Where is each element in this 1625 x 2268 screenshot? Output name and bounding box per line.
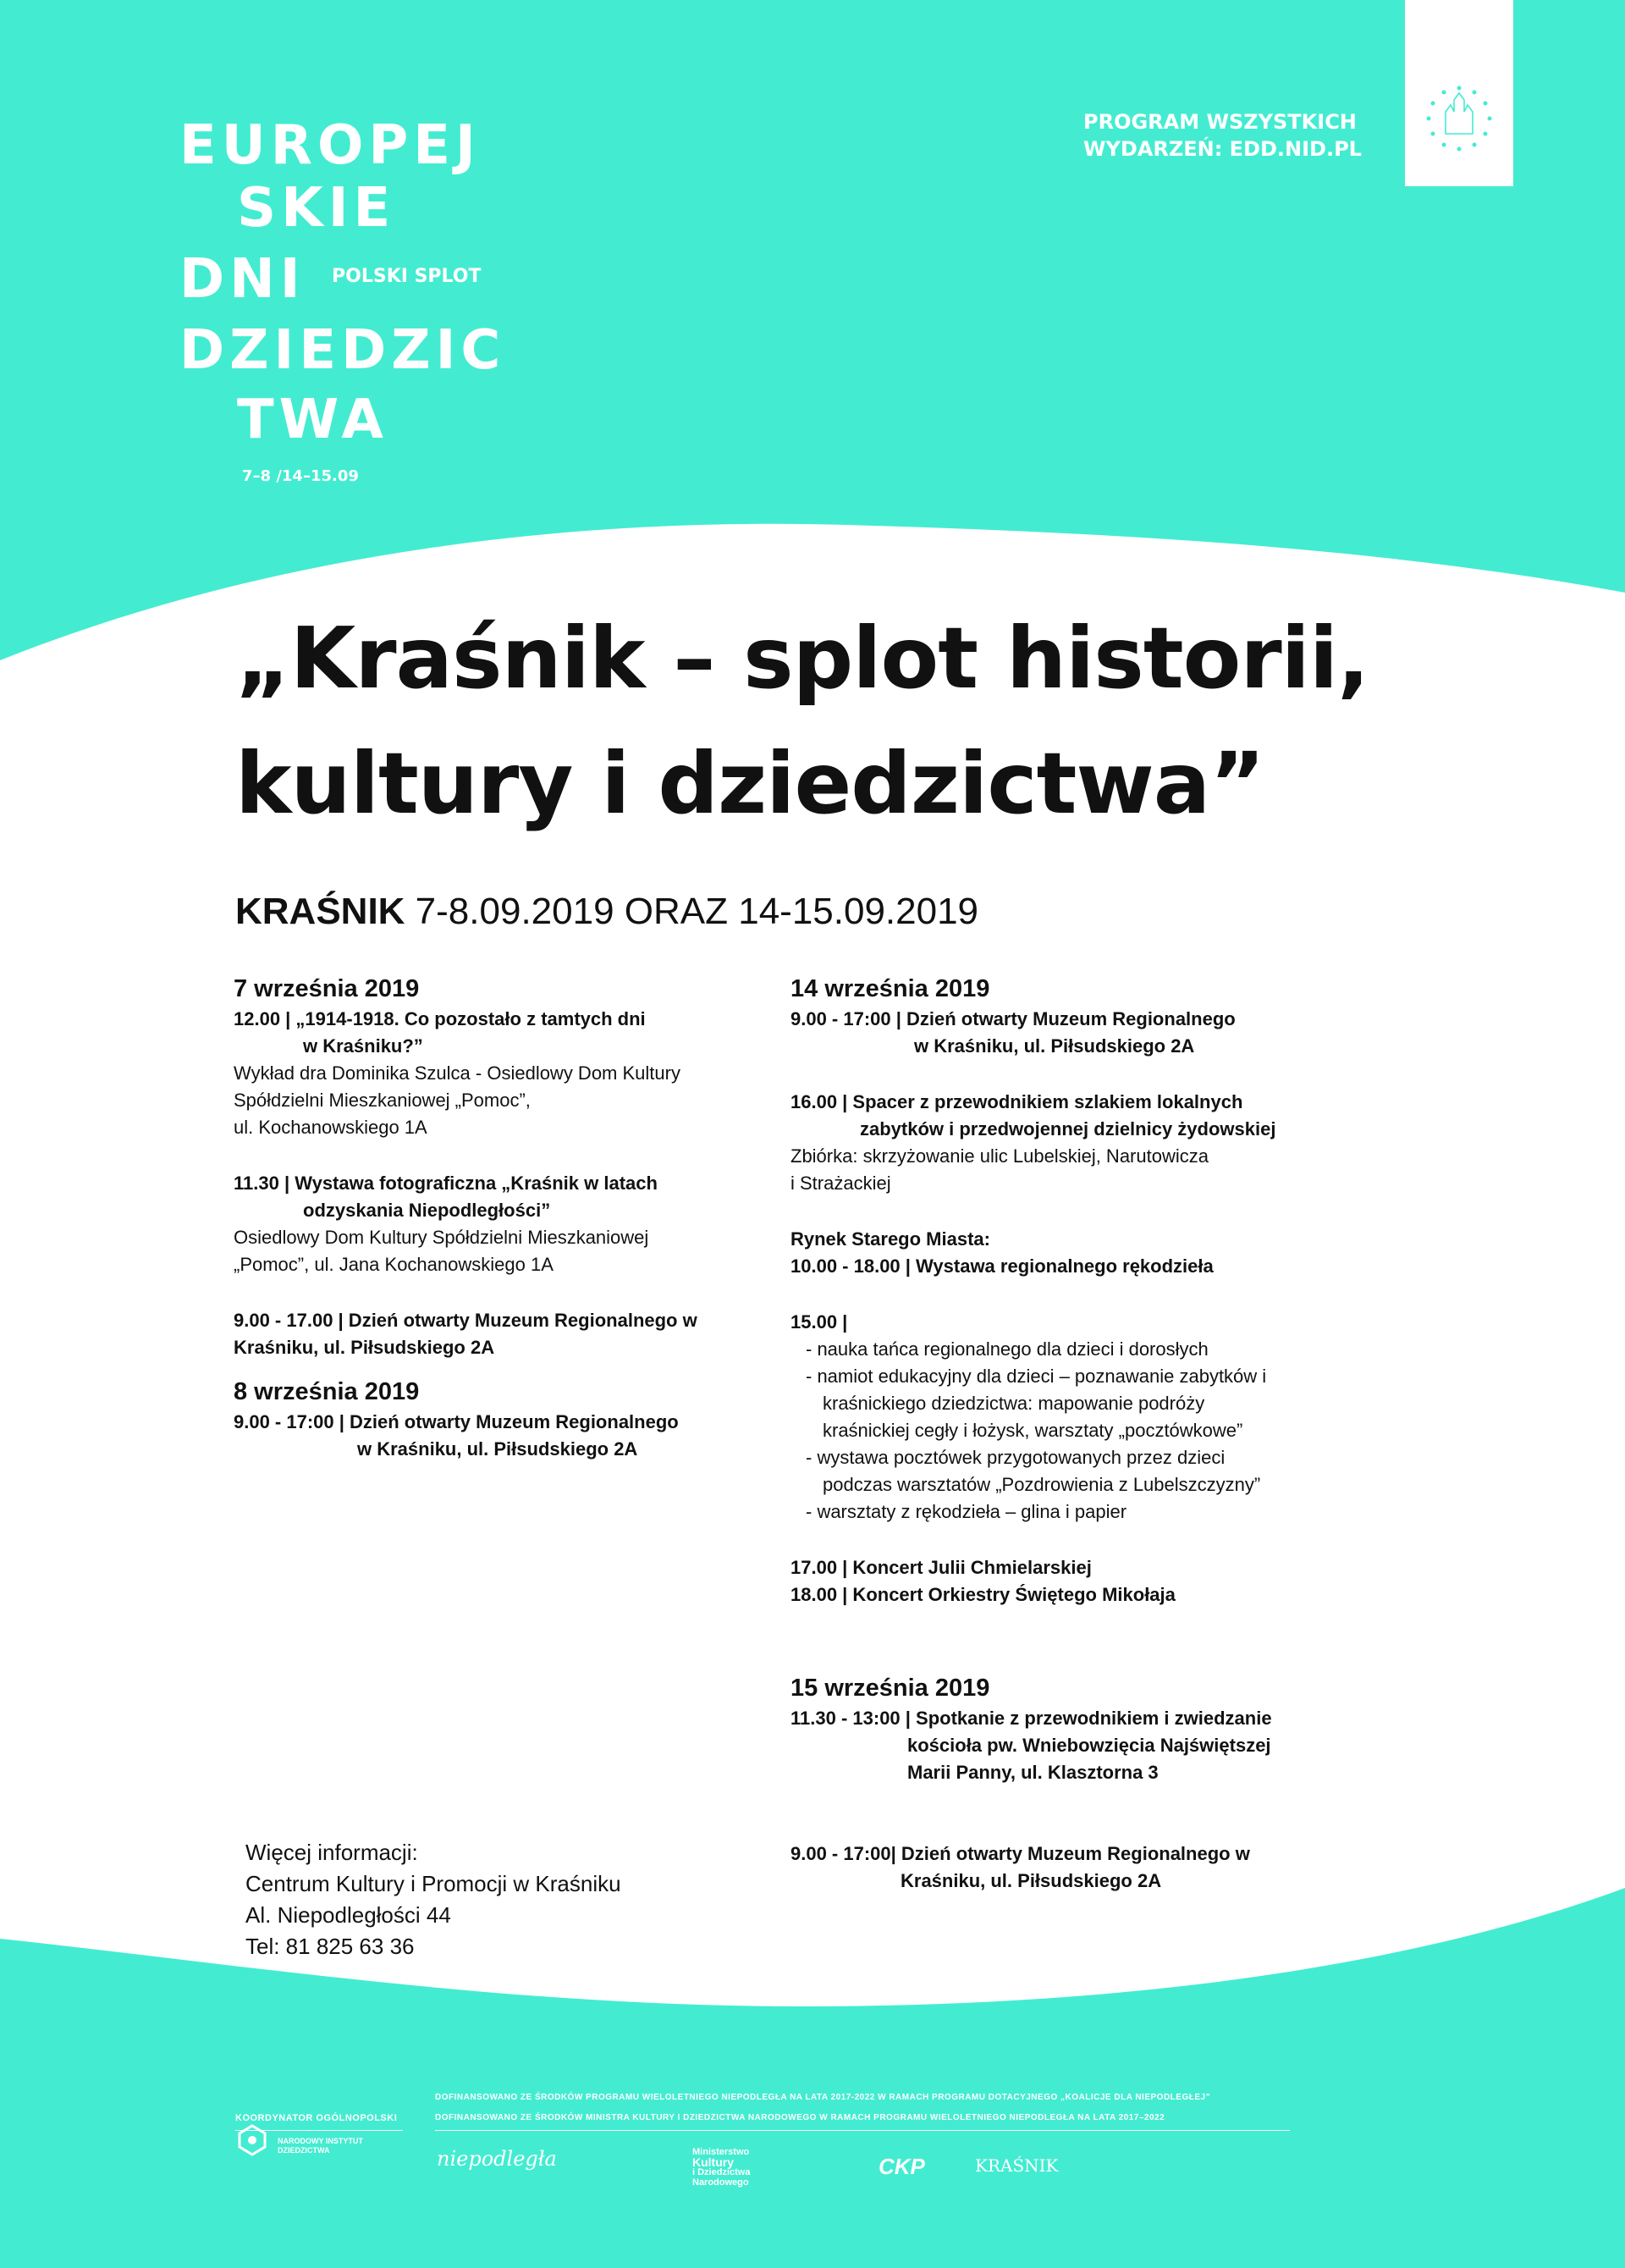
event-line: 9.00 - 17:00 | Dzień otwarty Muzeum Regionalnego <box>790 1008 1236 1029</box>
subtitle-city: KRAŚNIK <box>235 891 405 932</box>
event-line: i Strażackiej <box>790 1173 891 1194</box>
day-heading-7: 7 września 2019 <box>234 975 420 1002</box>
event-line: ul. Kochanowskiego 1A <box>234 1117 427 1138</box>
ministry-logo-line: Narodowego <box>692 2177 749 2188</box>
footer-divider <box>435 2130 1290 2131</box>
ministry-logo-line: Ministerstwo <box>692 2147 750 2157</box>
logo-line-3: DNI <box>179 248 306 311</box>
day-heading-8: 8 września 2019 <box>234 1378 420 1405</box>
ministry-logo <box>692 2147 750 2188</box>
event-line: 12.00 | „1914-1918. Co pozostało z tamtych dni <box>234 1008 646 1029</box>
event-line: 9.00 - 17:00| Dzień otwarty Muzeum Regionalnego w <box>790 1843 1250 1864</box>
subtitle <box>235 891 978 933</box>
stars-castle-emblem-icon <box>1405 0 1513 186</box>
funding-text-1: DOFINANSOWANO ZE ŚRODKÓW PROGRAMU WIELOLETNIEGO NIEPODLEGŁA NA LATA 2017-2022 W RAMACH PROGRAMU DOTACYJNEGO „KOALICJE DLA NIEPODLEGŁEJ” <box>435 2093 1211 2102</box>
schedule-left <box>234 972 697 1463</box>
event-line: Rynek Starego Miasta: <box>790 1228 990 1250</box>
event-line: w Kraśniku, ul. Piłsudskiego 2A <box>357 1438 638 1460</box>
event-line: 11.30 | Wystawa fotograficzna „Kraśnik w latach <box>234 1173 658 1194</box>
logo-line-4: DZIEDZIC <box>179 319 506 382</box>
title-line-1: „Kraśnik – splot historii, <box>235 609 1369 708</box>
event-line: 9.00 - 17.00 | Dzień otwarty Muzeum Regionalnego w <box>234 1310 697 1331</box>
event-line: 10.00 - 18.00 | Wystawa regionalnego rękodzieła <box>790 1255 1214 1277</box>
day-heading-14: 14 września 2019 <box>790 975 990 1002</box>
info-line: Centrum Kultury i Promocji w Kraśniku <box>245 1871 621 1896</box>
title-line-2: kultury i dziedzictwa” <box>235 734 1264 833</box>
event-line: Osiedlowy Dom Kultury Spółdzielni Mieszkaniowej <box>234 1227 649 1248</box>
event-line: Kraśniku, ul. Piłsudskiego 2A <box>901 1870 1162 1891</box>
niepodlegla-logo: niepodległa <box>437 2147 557 2171</box>
event-line: 11.30 - 13:00 | Spotkanie z przewodnikiem i zwiedzanie <box>790 1708 1272 1729</box>
ministry-logo-line: Kultury <box>692 2155 734 2169</box>
funding-text-2: DOFINANSOWANO ZE ŚRODKÓW MINISTRA KULTURY I DZIEDZICTWA NARODOWEGO W RAMACH PROGRAMU WIELOLETNIEGO NIEPODLEGŁA NA LATA 2017–2022 <box>435 2113 1165 2122</box>
event-line: Kraśniku, ul. Piłsudskiego 2A <box>234 1337 495 1358</box>
nid-logo-icon <box>235 2123 269 2157</box>
program-line-2: WYDARZEŃ: EDD.NID.PL <box>1083 137 1362 161</box>
nid-logo-line: NARODOWY INSTYTUT <box>278 2137 363 2145</box>
event-line: - warsztaty z rękodzieła – glina i papier <box>806 1501 1127 1522</box>
schedule-right-extra <box>790 1840 1250 1895</box>
contact-info <box>245 1837 621 1962</box>
logo-line-1: EUROPEJ <box>179 114 481 177</box>
event-line: Marii Panny, ul. Klasztorna 3 <box>907 1762 1159 1783</box>
event-line: kraśnickiego dziedzictwa: mapowanie podróży <box>823 1393 1205 1414</box>
event-line: 9.00 - 17:00 | Dzień otwarty Muzeum Regionalnego <box>234 1411 679 1432</box>
nid-logo-text <box>278 2137 363 2155</box>
krasnik-logo: KRAŚNIK <box>975 2155 1059 2176</box>
info-line: Więcej informacji: <box>245 1840 418 1865</box>
info-line: Tel: 81 825 63 36 <box>245 1934 415 1959</box>
event-line: w Kraśniku, ul. Piłsudskiego 2A <box>914 1035 1195 1057</box>
event-line: 15.00 | <box>790 1311 848 1333</box>
event-line: Spółdzielni Mieszkaniowej „Pomoc”, <box>234 1090 531 1111</box>
tagline: POLSKI SPLOT <box>332 266 482 287</box>
schedule-right <box>790 972 1275 1609</box>
event-line: 16.00 | Spacer z przewodnikiem szlakiem lokalnych <box>790 1091 1243 1112</box>
event-line: 17.00 | Koncert Julii Chmielarskiej <box>790 1557 1092 1578</box>
schedule-right-15 <box>790 1671 1272 1786</box>
event-line: podczas warsztatów „Pozdrowienia z Lubelszczyzny” <box>823 1474 1261 1495</box>
emblem-panel <box>1405 0 1513 186</box>
coordinator-label: KOORDYNATOR OGÓLNOPOLSKI <box>235 2113 398 2123</box>
event-line: - namiot edukacyjny dla dzieci – poznawanie zabytków i <box>806 1366 1267 1387</box>
logo-line-2: SKIE <box>237 177 396 240</box>
event-line: „Pomoc”, ul. Jana Kochanowskiego 1A <box>234 1254 554 1275</box>
header-dates: 7–8 /14–15.09 <box>242 467 359 485</box>
event-line: - wystawa pocztówek przygotowanych przez dzieci <box>806 1447 1226 1468</box>
event-line: - nauka tańca regionalnego dla dzieci i dorosłych <box>806 1338 1209 1360</box>
subtitle-dates: 7-8.09.2019 ORAZ 14-15.09.2019 <box>405 891 979 932</box>
event-line: odzyskania Niepodległości” <box>303 1200 551 1221</box>
ckp-logo: CKP <box>879 2154 925 2179</box>
event-line: Zbiórka: skrzyżowanie ulic Lubelskiej, Narutowicza <box>790 1145 1209 1167</box>
event-line: zabytków i przedwojennej dzielnicy żydowskiej <box>860 1118 1276 1140</box>
program-line-1: PROGRAM WSZYSTKICH <box>1083 110 1357 134</box>
info-line: Al. Niepodległości 44 <box>245 1902 451 1928</box>
day-heading-15: 15 września 2019 <box>790 1675 990 1702</box>
logo-line-5: TWA <box>237 389 388 451</box>
ministry-logo-line: i Dziedzictwa <box>692 2167 751 2177</box>
event-line: 18.00 | Koncert Orkiestry Świętego Mikołaja <box>790 1584 1176 1605</box>
event-line: kościoła pw. Wniebowzięcia Najświętszej <box>907 1735 1271 1756</box>
event-line: w Kraśniku?” <box>303 1035 423 1057</box>
nid-logo-line: DZIEDZICTWA <box>278 2146 330 2155</box>
event-line: kraśnickiej cegły i łożysk, warsztaty „pocztówkowe” <box>823 1420 1243 1441</box>
program-info <box>1083 108 1362 163</box>
event-line: Wykład dra Dominika Szulca - Osiedlowy Dom Kultury <box>234 1062 680 1084</box>
